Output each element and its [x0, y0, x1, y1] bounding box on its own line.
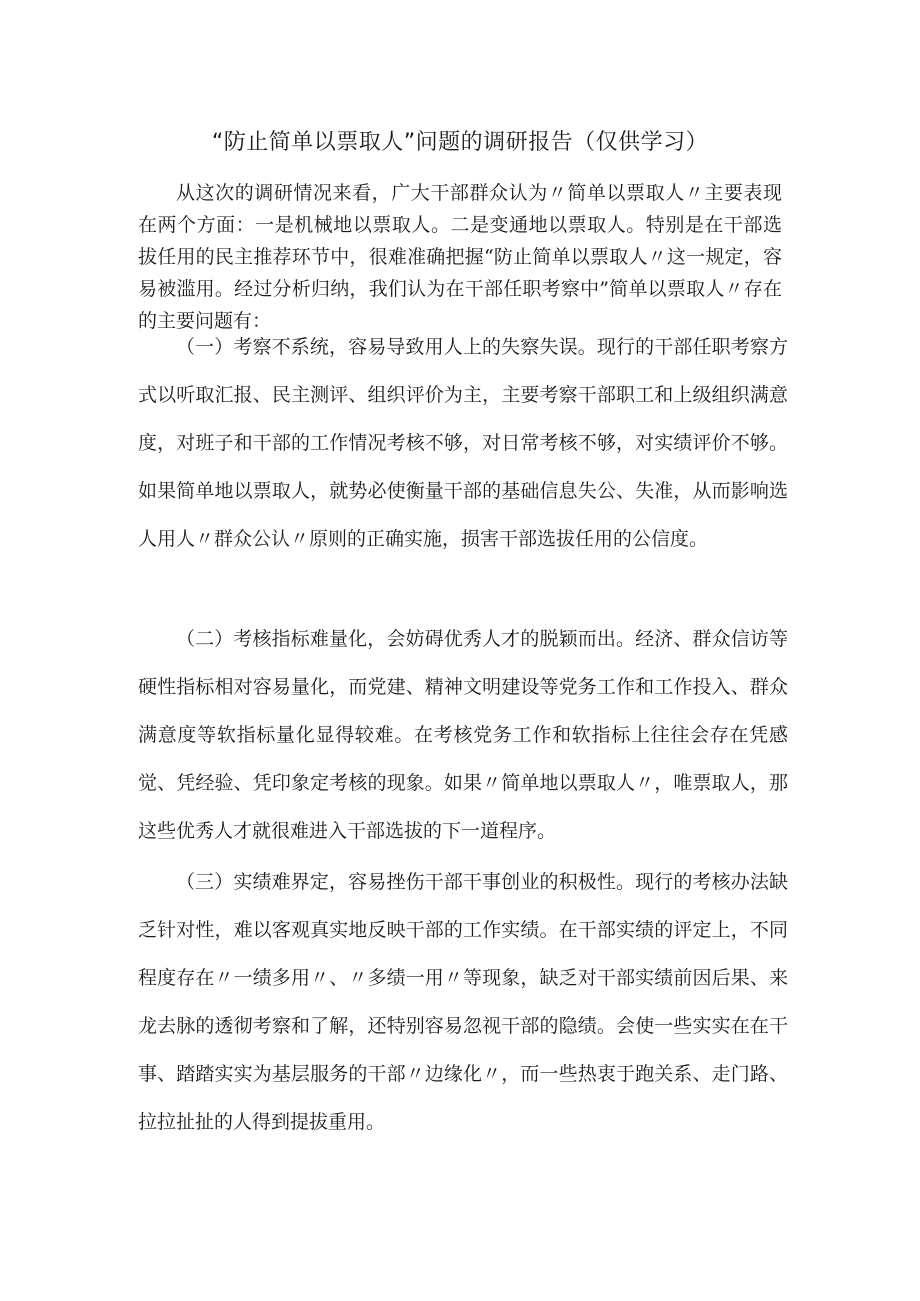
- section-two-paragraph: （二）考核指标难量化，会妨碍优秀人才的脱颖而出。经济、群众信访等硬性指标相对容易量化，而党建、精神文明建设等党务工作和工作投入、群众满意度等软指标量化显得较难。在考核党务工作和软指标上往往会存在凭感觉、凭经验、凭印象定考核的现象。如果〃简单地以票取人〃，唯票取人，那这些优秀人才就很难进入干部选拔的下一道程序。: [138, 628, 788, 842]
- section-one-paragraph: （一）考察不系统，容易导致用人上的失察失误。现行的干部任职考察方式以听取汇报、民主测评、组织评价为主，主要考察干部职工和上级组织满意度，对班子和干部的工作情况考核不够，对日常考核不够，对实绩评价不够。如果简单地以票取人，就势必使衡量干部的基础信息失公、失准，从而影响选人用人〃群众公认〃原则的正确实施，损害干部选拔任用的公信度。: [138, 336, 788, 550]
- intro-paragraph: 从这次的调研情况来看，广大干部群众认为〃简单以票取人〃主要表现在两个方面：一是机械地以票取人。二是变通地以票取人。特别是在干部选拔任用的民主推荐环节中，很难准确把握“防止简单以票取人〃这一规定，容易被滥用。经过分析归纳，我们认为在干部任职考察中”简单以票取人〃存在的主要问题有：: [138, 182, 782, 332]
- section-three-paragraph: （三）实绩难界定，容易挫伤干部干事创业的积极性。现行的考核办法缺乏针对性，难以客观真实地反映干部的工作实绩。在干部实绩的评定上，不同程度存在〃一绩多用〃、〃多绩一用〃等现象，缺乏对干部实绩前因后果、来龙去脉的透彻考察和了解，还特别容易忽视干部的隐绩。会使一些实实在在干事、踏踏实实为基层服务的干部〃边缘化〃，而一些热衷于跑关系、走门路、拉拉扯扯的人得到提拔重用。: [138, 871, 788, 1133]
- document-title: “防止简单以票取人”问题的调研报告（仅供学习）: [211, 130, 709, 155]
